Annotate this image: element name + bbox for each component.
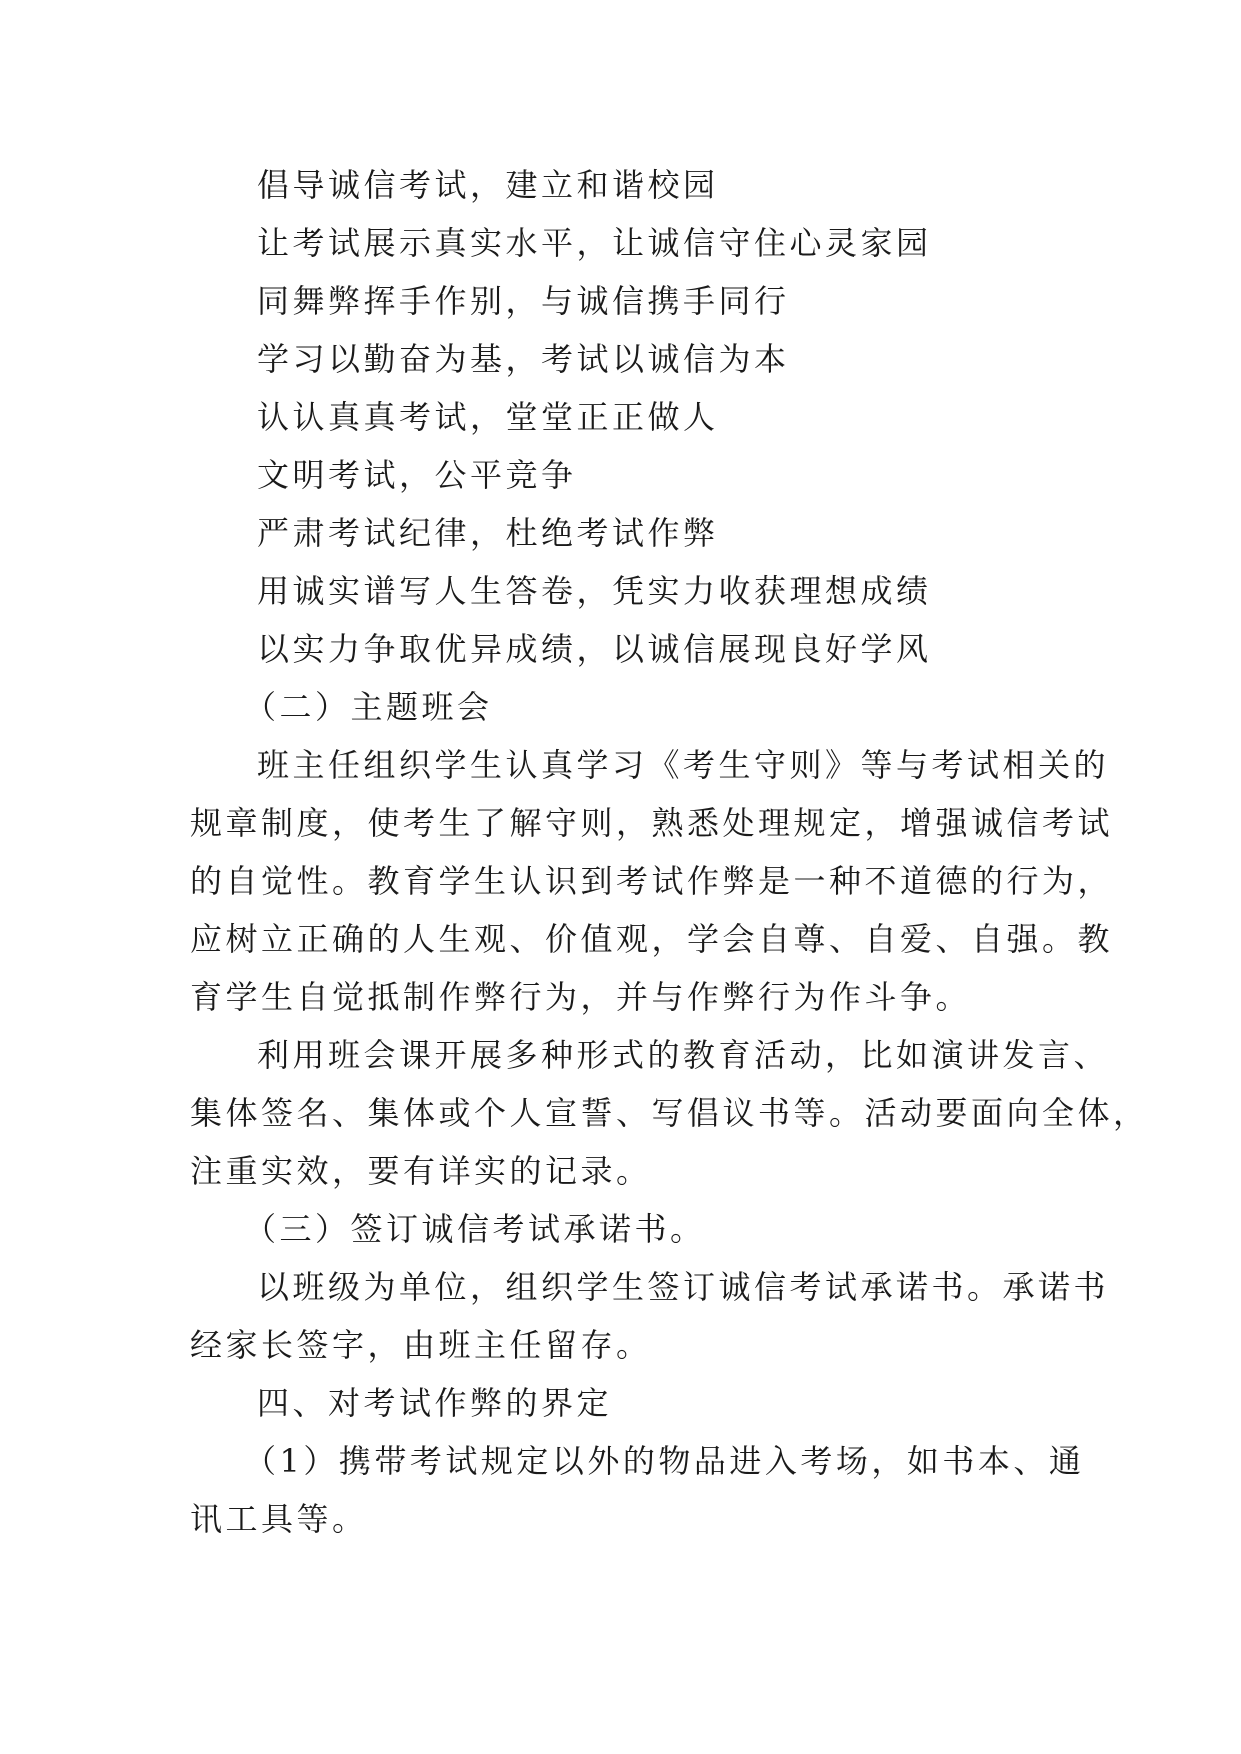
slogan-line: 让考试展示真实水平，让诚信守住心灵家园	[257, 224, 932, 262]
paragraph-line: 育学生自觉抵制作弊行为，并与作弊行为作斗争。	[190, 978, 972, 1016]
slogan-line: 倡导诚信考试，建立和谐校园	[257, 166, 719, 204]
paragraph-line: 集体签名、集体或个人宣誓、写倡议书等。活动要面向全体，	[190, 1094, 1149, 1132]
paragraph-line: 利用班会课开展多种形式的教育活动，比如演讲发言、	[257, 1036, 1110, 1074]
paragraph-line: 应树立正确的人生观、价值观，学会自尊、自爱、自强。教	[190, 920, 1114, 958]
slogan-line: 文明考试，公平竞争	[257, 456, 577, 494]
slogan-line: 严肃考试纪律，杜绝考试作弊	[257, 514, 719, 552]
paragraph-line: 的自觉性。教育学生认识到考试作弊是一种不道德的行为，	[190, 862, 1114, 900]
section-heading: 四、对考试作弊的界定	[257, 1384, 613, 1422]
section-heading: （二）主题班会	[244, 688, 493, 726]
paragraph-line: 规章制度，使考生了解守则，熟悉处理规定，增强诚信考试	[190, 804, 1114, 842]
slogan-line: 用诚实谱写人生答卷，凭实力收获理想成绩	[257, 572, 932, 610]
paragraph-line: 经家长签字，由班主任留存。	[190, 1326, 652, 1364]
slogan-line: 认认真真考试，堂堂正正做人	[257, 398, 719, 436]
paragraph-line: 讯工具等。	[190, 1500, 368, 1538]
slogan-line: 以实力争取优异成绩，以诚信展现良好学风	[257, 630, 932, 668]
paragraph-line: 以班级为单位，组织学生签订诚信考试承诺书。承诺书	[257, 1268, 1110, 1306]
paragraph-line: 班主任组织学生认真学习《考生守则》等与考试相关的	[257, 746, 1110, 784]
section-heading: （三）签订诚信考试承诺书。	[244, 1210, 706, 1248]
paragraph-line: 注重实效，要有详实的记录。	[190, 1152, 652, 1190]
slogan-line: 学习以勤奋为基，考试以诚信为本	[257, 340, 790, 378]
paragraph-line: （1）携带考试规定以外的物品进入考场，如书本、通	[244, 1442, 1085, 1480]
slogan-line: 同舞弊挥手作别，与诚信携手同行	[257, 282, 790, 320]
